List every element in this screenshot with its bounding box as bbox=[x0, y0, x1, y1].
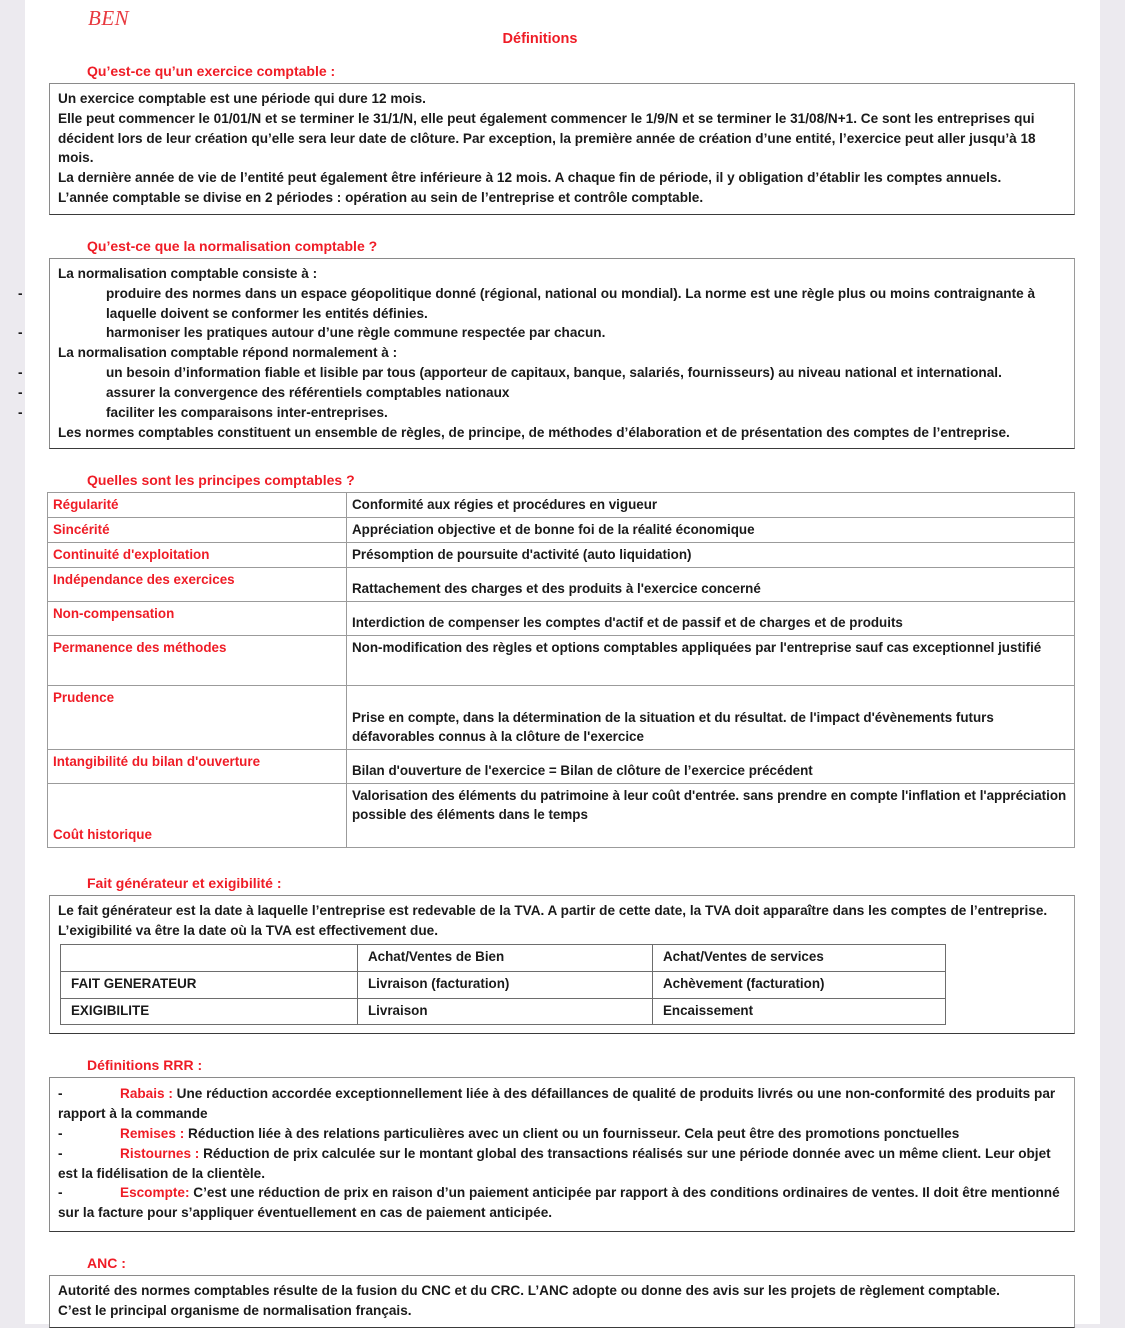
anc-line-1: Autorité des normes comptables résulte de la fusion du CNC et du CRC. L’ANC adopte ou donne des avis sur les projets de règlement comptable. bbox=[58, 1282, 1000, 1298]
table-row bbox=[48, 636, 1075, 686]
tva-cell: Encaissement bbox=[653, 998, 946, 1025]
bullet-dash: - bbox=[58, 1185, 63, 1201]
section-heading-rrr: Définitions RRR : bbox=[87, 1057, 203, 1074]
tva-row-label: EXIGIBILITE bbox=[61, 998, 358, 1025]
normalisation-bullet-2 bbox=[18, 323, 1066, 343]
tva-row-label: FAIT GENERATEUR bbox=[61, 971, 358, 998]
normalisation-bullet-3 bbox=[18, 363, 1066, 383]
normalisation-intro-2: La normalisation comptable répond normalement à : bbox=[58, 345, 398, 361]
exercice-line-4: L’année comptable se divise en 2 périodes : opération au sein de l’entreprise et contrôle comptable. bbox=[58, 190, 704, 206]
table-row bbox=[48, 602, 1075, 636]
principle-desc: Valorisation des éléments du patrimoine à leur coût d'entrée. sans prendre en compte l'inflation et l'appréciation possible des éléments dans le temps bbox=[347, 784, 1075, 848]
rrr-keyword: Ristournes : bbox=[120, 1145, 200, 1161]
principle-name: Continuité d'exploitation bbox=[48, 543, 347, 568]
bullet-dash: - bbox=[18, 285, 23, 301]
exercice-line-3: La dernière année de vie de l’entité peut également être inférieure à 12 mois. A chaque fin de période, il y obligation d’établir les comptes annuels. bbox=[58, 170, 1002, 186]
table-row-header bbox=[61, 945, 946, 972]
page-title: Définitions bbox=[502, 31, 578, 47]
bullet-dash: - bbox=[18, 325, 23, 341]
table-row bbox=[61, 998, 946, 1025]
table-row bbox=[48, 493, 1075, 518]
rrr-keyword: Remises : bbox=[120, 1125, 185, 1141]
table-row bbox=[48, 568, 1075, 602]
brand-logo: BEN bbox=[88, 6, 130, 30]
section-box-exercice bbox=[49, 83, 1075, 215]
principle-desc: Rattachement des charges et des produits à l'exercice concerné bbox=[347, 568, 1075, 602]
bullet-dash: - bbox=[18, 365, 23, 381]
rrr-keyword: Escompte: bbox=[120, 1185, 190, 1201]
section-heading-normalisation: Qu’est-ce que la normalisation comptable ? bbox=[87, 237, 378, 254]
tva-cell: Achèvement (facturation) bbox=[653, 971, 946, 998]
principle-name: Intangibilité du bilan d'ouverture bbox=[48, 750, 347, 784]
principles-table bbox=[47, 492, 1075, 848]
table-row bbox=[48, 543, 1075, 568]
rrr-text: Réduction liée à des relations particulières avec un client ou un fournisseur. Cela peut être des promotions ponctuelles bbox=[184, 1125, 960, 1141]
section-heading-exercice: Qu’est-ce qu’un exercice comptable : bbox=[87, 63, 336, 79]
rrr-item-escompte bbox=[58, 1183, 1066, 1223]
fait-generateur-paragraph: Le fait générateur est la date à laquelle l’entreprise est redevable de la TVA. A partir de cette date, la TVA doit apparaître dans les comptes de l’entreprise. L’exigibilité va être la date où la TVA est effectivement due. bbox=[58, 903, 1048, 939]
principle-name: Prudence bbox=[48, 686, 347, 750]
principle-desc: Prise en compte, dans la détermination de la situation et du résultat. de l'impact d'évènements futurs défavorables connus à la clôture de l'exercice bbox=[347, 686, 1075, 750]
normalisation-bullet-5 bbox=[18, 403, 1066, 423]
table-row bbox=[48, 686, 1075, 750]
principle-desc: Interdiction de compenser les comptes d'actif et de passif et de charges et de produits bbox=[347, 602, 1075, 636]
principle-name: Coût historique bbox=[48, 784, 347, 848]
section-box-fait-generateur bbox=[49, 895, 1075, 1034]
bullet-dash: - bbox=[18, 404, 23, 420]
section-heading-fait-generateur: Fait générateur et exigibilité : bbox=[87, 875, 282, 892]
section-box-anc bbox=[49, 1275, 1075, 1328]
bullet-text: un besoin d’information fiable et lisible par tous (apporteur de capitaux, banque, salariés, fournisseurs) au niveau national et international. bbox=[106, 365, 1002, 381]
rrr-item-ristournes bbox=[58, 1144, 1066, 1184]
principle-desc: Présomption de poursuite d'activité (auto liquidation) bbox=[347, 543, 1075, 568]
bullet-text: assurer la convergence des référentiels comptables nationaux bbox=[106, 384, 510, 400]
principle-desc: Bilan d'ouverture de l'exercice = Bilan de clôture de l’exercice précédent bbox=[347, 750, 1075, 784]
bullet-dash: - bbox=[58, 1125, 63, 1141]
bullet-text: harmoniser les pratiques autour d’une règle commune respectée par chacun. bbox=[106, 325, 606, 341]
table-row bbox=[48, 750, 1075, 784]
rrr-item-remises bbox=[58, 1124, 1066, 1144]
bullet-text: faciliter les comparaisons inter-entreprises. bbox=[106, 404, 388, 420]
section-heading-principes: Quelles sont les principes comptables ? bbox=[87, 472, 355, 489]
principle-desc: Conformité aux régies et procédures en vigueur bbox=[347, 493, 1075, 518]
principle-name: Indépendance des exercices bbox=[48, 568, 347, 602]
tva-header-biens: Achat/Ventes de Bien bbox=[358, 945, 653, 972]
tva-table bbox=[60, 944, 946, 1025]
principle-name: Régularité bbox=[48, 493, 347, 518]
bullet-dash: - bbox=[58, 1086, 63, 1102]
document-content bbox=[18, 0, 1100, 1328]
exercice-line-2: Elle peut commencer le 01/01/N et se terminer le 31/1/N, elle peut également commencer le 1/9/N et se terminer le 31/08/N+1. Ce sont les entreprises qui décident lors de leur création qu’elle sera leur date de clôture. Par exception, la première année de création d’une entité, l’exercice peut aller jusqu’à 18 mois. bbox=[58, 110, 1036, 166]
document-page bbox=[18, 0, 1100, 1324]
principle-desc: Non-modification des règles et options comptables appliquées par l'entreprise sauf cas exceptionnel justifié bbox=[347, 636, 1075, 686]
normalisation-bullet-4 bbox=[18, 383, 1066, 403]
section-heading-anc: ANC : bbox=[87, 1255, 126, 1272]
principle-desc: Appréciation objective et de bonne foi de la réalité économique bbox=[347, 518, 1075, 543]
section-box-rrr bbox=[49, 1077, 1075, 1232]
normalisation-intro-1: La normalisation comptable consiste à : bbox=[58, 265, 318, 281]
normalisation-outro: Les normes comptables constituent un ensemble de règles, de principe, de méthodes d’élaboration et de présentation des comptes de l’entreprise. bbox=[58, 424, 1010, 440]
principle-name: Non-compensation bbox=[48, 602, 347, 636]
tva-header-blank bbox=[61, 945, 358, 972]
section-box-normalisation bbox=[18, 258, 1075, 450]
table-row bbox=[61, 971, 946, 998]
rrr-keyword: Rabais : bbox=[120, 1086, 173, 1102]
normalisation-bullet-1 bbox=[18, 284, 1066, 324]
rrr-text: Réduction de prix calculée sur le montant global des transactions réalisés sur une période donnée avec un même client. Leur objet est la fidélisation de la clientèle. bbox=[58, 1145, 1051, 1181]
table-row bbox=[48, 784, 1075, 848]
tva-cell: Livraison bbox=[358, 998, 653, 1025]
exercice-line-1: Un exercice comptable est une période qui dure 12 mois. bbox=[58, 90, 426, 106]
tva-header-services: Achat/Ventes de services bbox=[653, 945, 946, 972]
bullet-dash: - bbox=[58, 1145, 63, 1161]
rrr-text: C’est une réduction de prix en raison d’un paiement anticipée par rapport à des conditions ordinaires de ventes. Il doit être mentionné sur la facture pour s’appliquer éventuellement en cas de paiement anticipée. bbox=[58, 1185, 1060, 1221]
rrr-text: Une réduction accordée exceptionnellement liée à des défaillances de qualité de produits livrés ou une non-conformité des produits par rapport à la commande bbox=[58, 1086, 1056, 1122]
table-row bbox=[48, 518, 1075, 543]
tva-cell: Livraison (facturation) bbox=[358, 971, 653, 998]
bullet-dash: - bbox=[18, 384, 23, 400]
rrr-item-rabais bbox=[58, 1084, 1066, 1124]
anc-line-2: C’est le principal organisme de normalisation français. bbox=[58, 1302, 412, 1318]
principle-name: Permanence des méthodes bbox=[48, 636, 347, 686]
bullet-text: produire des normes dans un espace géopolitique donné (régional, national ou mondial). La norme est une règle plus ou moins contraignante à laquelle doivent se conformer les entités définies. bbox=[106, 285, 1036, 321]
principle-name: Sincérité bbox=[48, 518, 347, 543]
